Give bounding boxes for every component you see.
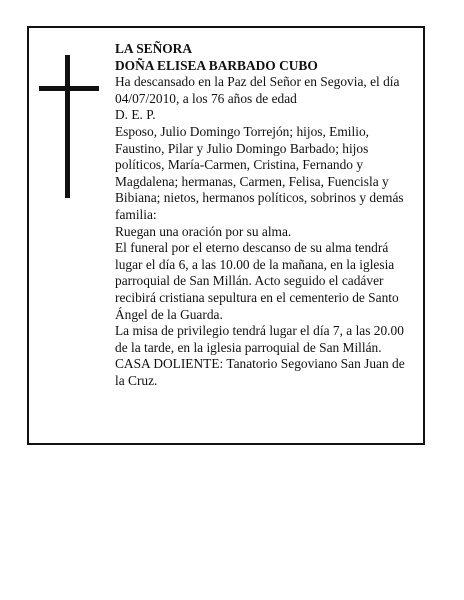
mass-details: La misa de privilegio tendrá lugar el día 7, a las 20.00 de la tarde, en la iglesia parroquial de San Millán. bbox=[115, 323, 404, 355]
obituary-notice bbox=[27, 26, 425, 445]
cross-horizontal-bar bbox=[39, 86, 99, 91]
funeral-details: El funeral por el eterno descanso de su alma tendrá lugar el día 6, a las 10.00 de la mañana, en la iglesia parroquial de San Millán. Acto seguido el cadáver recibirá cristiana sepultura en el cementerio de Santo Ángel de la Guarda. bbox=[115, 240, 399, 322]
latin-cross-icon bbox=[39, 55, 99, 198]
notice-title: LA SEÑORA bbox=[115, 41, 193, 56]
mourning-house: CASA DOLIENTE: Tanatorio Segoviano San Juan de la Cruz. bbox=[115, 356, 405, 388]
prayer-request: Ruegan una oración por su alma. bbox=[115, 223, 292, 239]
death-statement: Ha descansado en la Paz del Señor en Segovia, el día 04/07/2010, a los 76 años de edad bbox=[115, 74, 400, 106]
family-list: Esposo, Julio Domingo Torrejón; hijos, Emilio, Faustino, Pilar y Julio Domingo Barbado; hijos políticos, María-Carmen, Cristina, Fernando y Magdalena; hermanas, Carmen, Felisa, Fuencisla y Bibiana; nietos, hermanos políticos, sobrinos y demás familia: bbox=[115, 123, 404, 222]
rest-in-peace: D. E. P. bbox=[115, 107, 156, 123]
deceased-name: DOÑA ELISEA BARBADO CUBO bbox=[115, 57, 318, 73]
cross-vertical-bar bbox=[65, 55, 70, 198]
notice-text bbox=[115, 41, 417, 389]
